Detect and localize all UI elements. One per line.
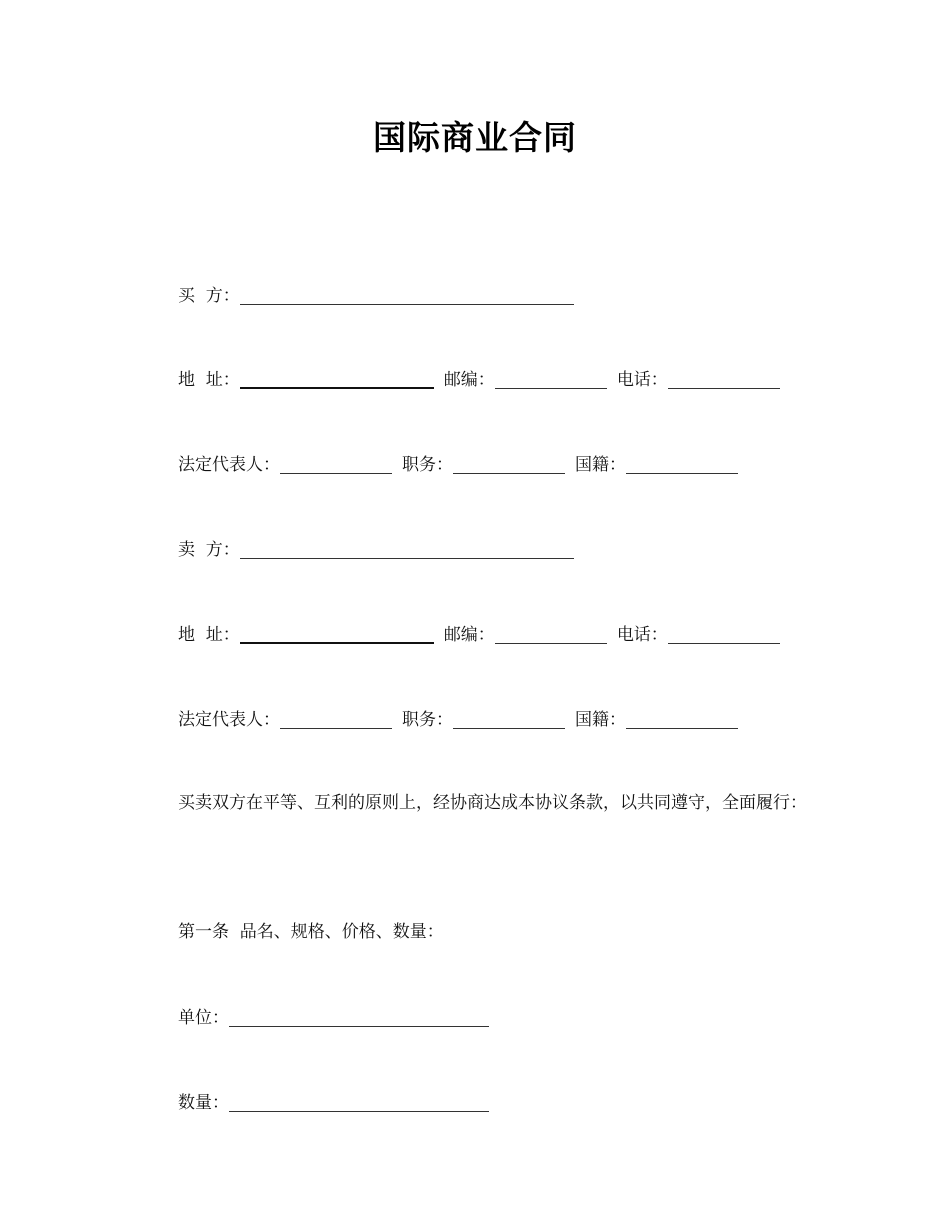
seller-rep-row [178,708,738,732]
quantity-label: 数量： [178,1093,229,1113]
quantity-row [178,1091,489,1115]
buyer-address-label: 地 址： [178,370,240,390]
buyer-phone-field[interactable] [668,368,780,389]
unit-field[interactable] [229,1006,489,1027]
buyer-nationality-field[interactable] [626,453,738,474]
seller-address-field[interactable] [240,622,434,644]
article1-heading: 第一条 品名、规格、价格、数量： [178,922,444,942]
seller-rep-label: 法定代表人： [178,710,280,730]
seller-nationality-label: 国籍： [575,710,626,730]
seller-postcode-label: 邮编： [443,625,495,645]
buyer-rep-field[interactable] [280,453,392,474]
buyer-rep-row [178,453,738,477]
document-title: 国际商业合同 [373,118,577,157]
seller-rep-field[interactable] [280,708,392,729]
seller-phone-label: 电话： [616,625,668,645]
buyer-postcode-field[interactable] [495,368,607,389]
preamble-paragraph: 买卖双方在平等、互利的原则上，经协商达成本协议条款，以共同遵守，全面履行： [178,793,807,813]
buyer-position-label: 职务： [402,455,453,475]
seller-name-field[interactable] [240,538,574,559]
article1-heading-row [178,920,444,944]
buyer-address-row [178,368,780,392]
seller-address-label: 地 址： [178,625,240,645]
buyer-nationality-label: 国籍： [575,455,626,475]
unit-row [178,1006,489,1030]
buyer-position-field[interactable] [453,453,565,474]
seller-label: 卖 方： [178,540,240,560]
seller-postcode-field[interactable] [495,623,607,644]
seller-row [178,538,574,562]
buyer-phone-label: 电话： [616,370,668,390]
seller-nationality-field[interactable] [626,708,738,729]
buyer-postcode-label: 邮编： [443,370,495,390]
quantity-field[interactable] [229,1091,489,1112]
buyer-address-field[interactable] [240,367,434,389]
buyer-name-field[interactable] [240,284,574,305]
unit-label: 单位： [178,1008,229,1028]
buyer-row [178,284,574,308]
seller-address-row [178,623,780,647]
buyer-label: 买 方： [178,286,240,306]
seller-position-field[interactable] [453,708,565,729]
seller-position-label: 职务： [402,710,453,730]
seller-phone-field[interactable] [668,623,780,644]
buyer-rep-label: 法定代表人： [178,455,280,475]
